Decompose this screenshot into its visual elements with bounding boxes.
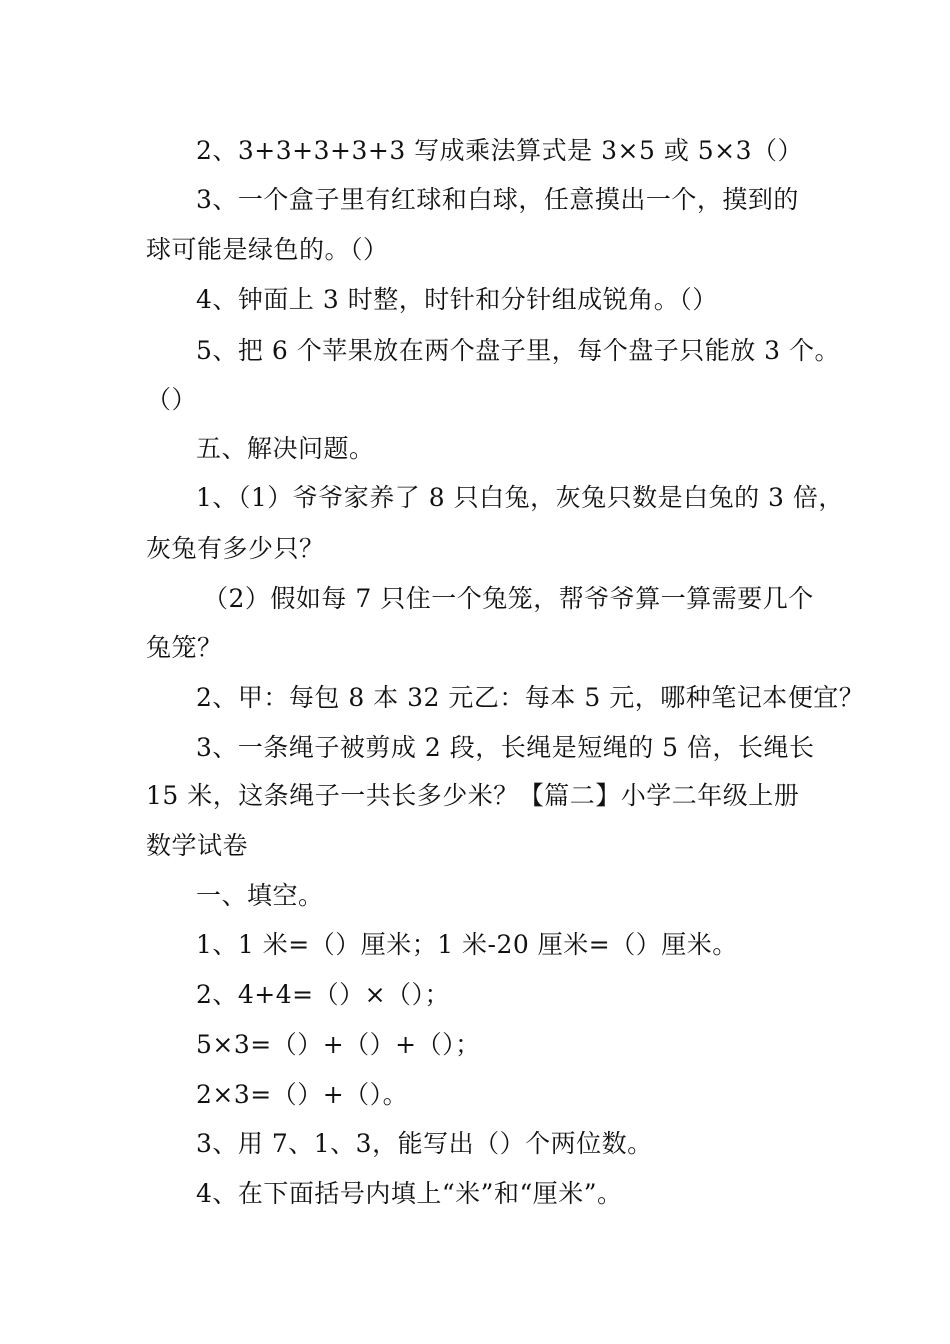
text-line: 1、（1）爷爷家养了 8 只白兔，灰兔只数是白兔的 3 倍，	[196, 483, 844, 512]
section-heading: 五、解决问题。	[196, 434, 375, 463]
text-line: 1、1 米=（）厘米；1 米-20 厘米=（）厘米。	[196, 930, 738, 959]
text-line: 2、甲：每包 8 本 32 元乙：每本 5 元，哪种笔记本便宜？	[196, 683, 865, 712]
text-line: 4、钟面上 3 时整，时针和分针组成锐角。（）	[196, 285, 718, 314]
text-line: 3、用 7、1、3，能写出（）个两位数。	[196, 1129, 653, 1158]
text-line: 15 米，这条绳子一共长多少米？【篇二】小学二年级上册	[146, 781, 800, 810]
text-line: 3、一个盒子里有红球和白球，任意摸出一个，摸到的	[196, 185, 799, 214]
text-line: 2×3=（）+（）。	[196, 1080, 409, 1109]
text-line: 球可能是绿色的。（）	[146, 235, 389, 264]
text-line: （）	[146, 385, 198, 414]
text-line: 2、4+4=（）×（）；	[196, 980, 451, 1009]
text-line: 兔笼？	[146, 633, 223, 662]
text-line: 灰兔有多少只？	[146, 534, 325, 563]
text-line: 5×3=（）+（）+（）；	[196, 1030, 481, 1059]
text-line: 4、在下面括号内填上“米”和“厘米”。	[196, 1179, 623, 1208]
text-line: 数学试卷	[146, 831, 249, 860]
text-line: 3、一条绳子被剪成 2 段，长绳是短绳的 5 倍，长绳长	[196, 733, 815, 762]
section-heading: 一、填空。	[196, 881, 324, 910]
text-line: 2、3+3+3+3+3 写成乘法算式是 3×5 或 5×3（）	[196, 136, 804, 165]
text-line: （2）假如每 7 只住一个兔笼，帮爷爷算一算需要几个	[203, 584, 814, 613]
text-line: 5、把 6 个苹果放在两个盘子里，每个盘子只能放 3 个。	[196, 336, 841, 365]
